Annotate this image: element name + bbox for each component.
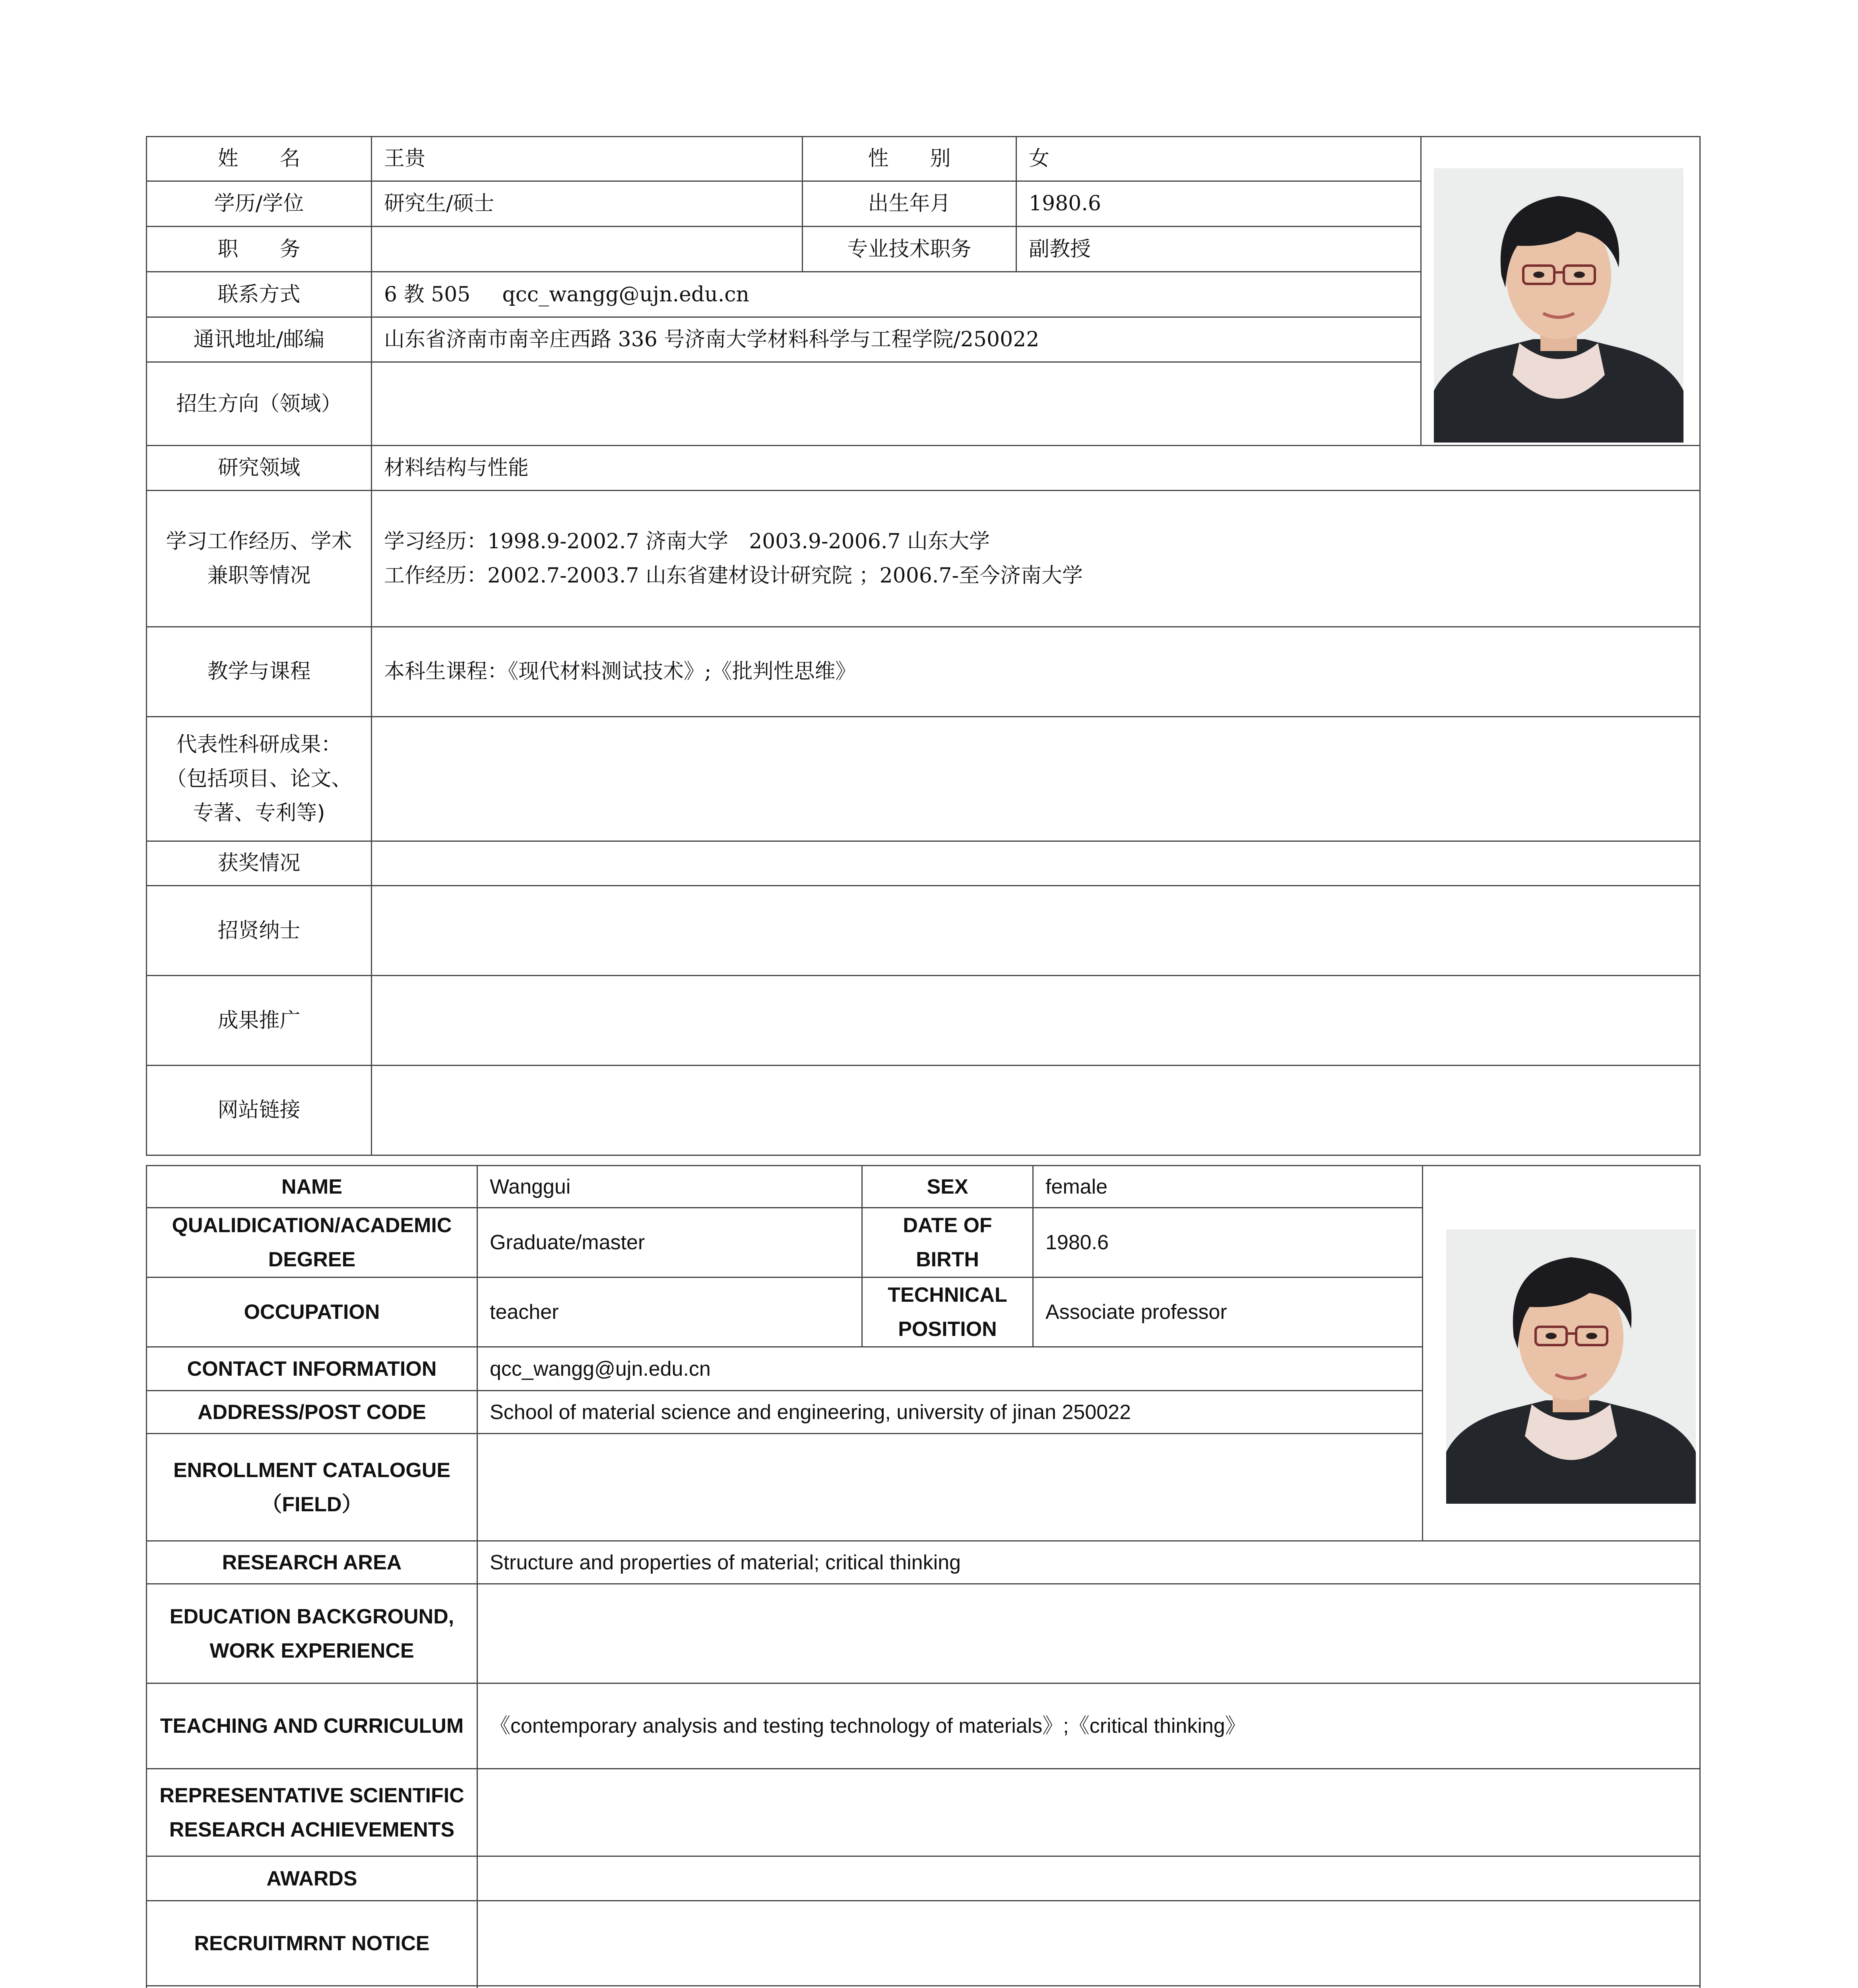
address-label: 通讯地址/邮编 — [147, 317, 372, 362]
post-value — [372, 227, 803, 272]
en-achievements-label — [147, 1769, 477, 1856]
title-label: 专业技术职务 — [803, 227, 1016, 272]
en-position-value: Associate professor — [1033, 1277, 1423, 1347]
post-label: 职 务 — [147, 227, 372, 272]
en-birth-value: 1980.6 — [1033, 1208, 1423, 1277]
en-teaching-value: 《contemporary analysis and testing technology of materials》;《critical thinking》 — [477, 1683, 1700, 1769]
promotion-label: 成果推广 — [147, 976, 372, 1065]
name-value: 王贵 — [372, 137, 803, 181]
en-recruit-label: RECRUITMRNT NOTICE — [147, 1901, 477, 1986]
en-enroll-label-line-1: ENROLLMENT CATALOGUE — [173, 1458, 451, 1482]
en-achievements-value — [477, 1769, 1700, 1856]
achievements-label-line-1: 代表性科研成果： — [176, 732, 342, 757]
birth-value: 1980.6 — [1016, 181, 1421, 227]
experience-work: 工作经历：2002.7-2003.7 山东省建材设计研究院 ；2006.7-至今济南大学 — [384, 563, 1083, 588]
awards-value — [372, 841, 1700, 886]
en-portrait-photo — [1446, 1229, 1696, 1504]
en-promotion-value — [477, 1986, 1700, 1988]
recruit-label: 招贤纳士 — [147, 886, 372, 976]
sex-value: 女 — [1016, 137, 1421, 181]
portrait-image — [1434, 168, 1683, 443]
en-degree-label-line-1: QUALIDICATION/ACADEMIC — [172, 1214, 452, 1237]
en-degree-label-line-2: DEGREE — [268, 1248, 356, 1271]
awards-label: 获奖情况 — [147, 841, 372, 886]
degree-label: 学历/学位 — [147, 181, 372, 227]
experience-label-line-2: 兼职等情况 — [207, 563, 311, 588]
enroll-label: 招生方向（领域） — [147, 362, 372, 446]
en-degree-label — [147, 1208, 477, 1277]
en-sex-label: SEX — [862, 1166, 1033, 1208]
achievements-label-line-3: 专著、专利等) — [193, 801, 325, 825]
enroll-value — [372, 362, 1421, 446]
en-position-label-line-1: TECHNICAL — [888, 1283, 1007, 1307]
en-contact-label: CONTACT INFORMATION — [147, 1347, 477, 1391]
web-value — [372, 1065, 1700, 1155]
en-research-label: RESEARCH AREA — [147, 1541, 477, 1584]
research-value: 材料结构与性能 — [372, 446, 1700, 491]
en-recruit-value — [477, 1901, 1700, 1986]
en-birth-label: DATE OF BIRTH — [862, 1208, 1033, 1277]
en-occupation-value: teacher — [477, 1277, 862, 1347]
contact-email: qcc_wangg@ujn.edu.cn — [502, 282, 749, 307]
en-education-label-line-1: EDUCATION BACKGROUND, — [169, 1605, 454, 1628]
en-research-value: Structure and properties of material; critical thinking — [477, 1541, 1700, 1584]
contact-office: 6 教 505 — [384, 282, 471, 307]
en-name-value: Wanggui — [477, 1166, 862, 1208]
en-education-value — [477, 1584, 1700, 1683]
en-enroll-value — [477, 1434, 1423, 1541]
en-occupation-label: OCCUPATION — [147, 1277, 477, 1347]
en-address-value: School of material science and engineering, university of jinan 250022 — [477, 1391, 1423, 1434]
en-awards-label: AWARDS — [147, 1856, 477, 1901]
experience-value — [372, 490, 1700, 627]
portrait-photo — [1434, 168, 1683, 443]
web-label: 网站链接 — [147, 1065, 372, 1155]
en-education-label-line-2: WORK EXPERIENCE — [209, 1639, 414, 1662]
en-teaching-label: TEACHING AND CURRICULUM — [147, 1683, 477, 1769]
experience-label — [147, 490, 372, 627]
birth-label: 出生年月 — [803, 181, 1016, 227]
promotion-value — [372, 976, 1700, 1065]
en-degree-value: Graduate/master — [477, 1208, 862, 1277]
experience-label-line-1: 学习工作经历、学术 — [166, 529, 352, 553]
en-position-label — [862, 1277, 1033, 1347]
en-awards-value — [477, 1856, 1700, 1901]
en-address-label: ADDRESS/POST CODE — [147, 1391, 477, 1434]
sex-label: 性 别 — [803, 137, 1016, 181]
en-position-label-line-2: POSITION — [898, 1318, 997, 1341]
contact-value — [372, 272, 1421, 317]
en-enroll-label — [147, 1434, 477, 1541]
en-promotion-label — [147, 1986, 477, 1988]
achievements-label — [147, 716, 372, 841]
en-contact-value: qcc_wangg@ujn.edu.cn — [477, 1347, 1423, 1391]
en-portrait-image — [1446, 1229, 1696, 1504]
achievements-value — [372, 716, 1700, 841]
contact-label: 联系方式 — [147, 272, 372, 317]
en-sex-value: female — [1033, 1166, 1423, 1208]
en-achievements-label-line-2: RESEARCH ACHIEVEMENTS — [169, 1818, 455, 1841]
address-value: 山东省济南市南辛庄西路 336 号济南大学材料科学与工程学院/250022 — [372, 317, 1421, 362]
en-enroll-label-line-2: （FIELD） — [261, 1493, 363, 1516]
teaching-label: 教学与课程 — [147, 627, 372, 716]
en-name-label: NAME — [147, 1166, 477, 1208]
en-achievements-label-line-1: REPRESENTATIVE SCIENTIFIC — [159, 1784, 464, 1807]
experience-study: 学习经历：1998.9-2002.7 济南大学 2003.9-2006.7 山东大学 — [384, 529, 990, 553]
achievements-label-line-2: （包括项目、论文、 — [166, 767, 352, 791]
recruit-value — [372, 886, 1700, 976]
teaching-value: 本科生课程：《现代材料测试技术》;《批判性思维》 — [372, 627, 1700, 716]
research-label: 研究领域 — [147, 446, 372, 491]
degree-value: 研究生/硕士 — [372, 181, 803, 227]
title-value: 副教授 — [1016, 227, 1421, 272]
en-education-label — [147, 1584, 477, 1683]
name-label: 姓 名 — [147, 137, 372, 181]
